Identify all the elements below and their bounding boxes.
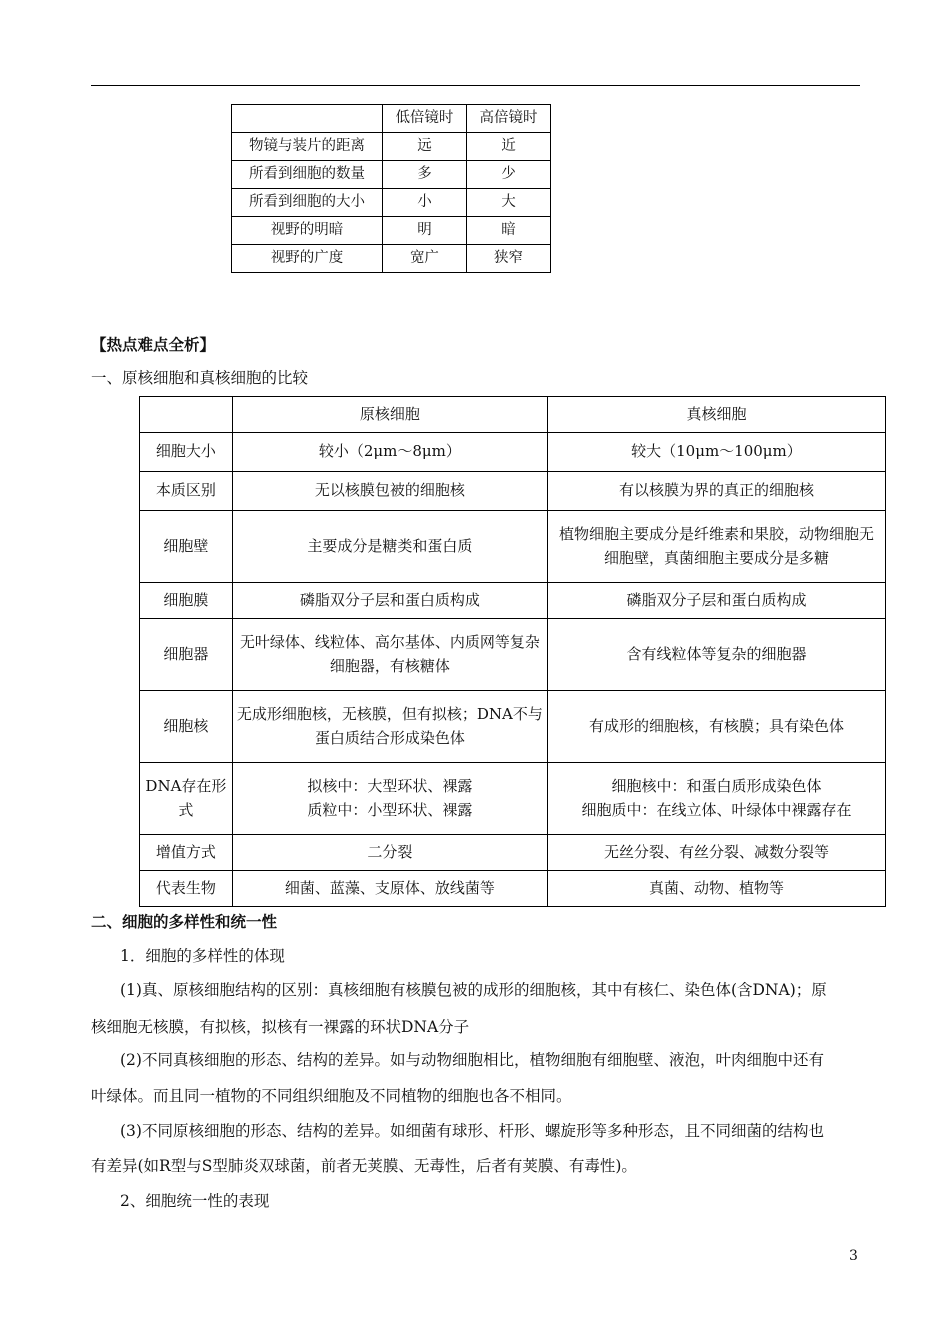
table-row xyxy=(232,161,551,189)
cell-comparison-table xyxy=(139,396,886,907)
table-row xyxy=(140,691,886,763)
table-row xyxy=(140,583,886,619)
table-row xyxy=(140,511,886,583)
table-cell: 真菌、动物、植物等 xyxy=(547,871,885,907)
table-cell: 细胞膜 xyxy=(140,583,233,619)
table-cell: 无以核膜包被的细胞核 xyxy=(232,472,547,511)
table-cell: 明 xyxy=(382,217,466,245)
table-cell: 较小（2μm～8μm） xyxy=(232,433,547,472)
page-number: 3 xyxy=(849,1248,858,1264)
body-line: 有差异(如R型与S型肺炎双球菌，前者无荚膜、无毒性，后者有荚膜、有毒性)。 xyxy=(91,1157,637,1175)
table-cell: 代表生物 xyxy=(140,871,233,907)
table-cell: 大 xyxy=(466,189,550,217)
table-cell: 植物细胞主要成分是纤维素和果胶，动物细胞无细胞壁，真菌细胞主要成分是多糖 xyxy=(547,511,885,583)
table-cell: 较大（10μm～100μm） xyxy=(547,433,885,472)
table-cell: 主要成分是糖类和蛋白质 xyxy=(232,511,547,583)
table-row xyxy=(140,763,886,835)
table-cell: 无丝分裂、有丝分裂、减数分裂等 xyxy=(547,835,885,871)
table-cell: 多 xyxy=(382,161,466,189)
table-cell: 暗 xyxy=(466,217,550,245)
section-title: 【热点难点全析】 xyxy=(91,336,216,354)
table-cell: 细胞壁 xyxy=(140,511,233,583)
table-cell: 视野的广度 xyxy=(232,245,383,273)
table-cell: 细胞大小 xyxy=(140,433,233,472)
table-row xyxy=(140,835,886,871)
table-cell: 磷脂双分子层和蛋白质构成 xyxy=(547,583,885,619)
table-cell xyxy=(232,105,383,133)
table-cell: 增值方式 xyxy=(140,835,233,871)
part1-title: 一、原核细胞和真核细胞的比较 xyxy=(91,369,309,387)
table-cell: 宽广 xyxy=(382,245,466,273)
table-header-row xyxy=(140,397,886,433)
table-cell: 高倍镜时 xyxy=(466,105,550,133)
body-line: (3)不同原核细胞的形态、结构的差异。如细菌有球形、杆形、螺旋形等多种形态，且不同细菌的结构也 xyxy=(120,1122,824,1140)
table-cell: 二分裂 xyxy=(232,835,547,871)
table-cell: 原核细胞 xyxy=(232,397,547,433)
table-row xyxy=(232,245,551,273)
table-row xyxy=(140,433,886,472)
table-cell: 少 xyxy=(466,161,550,189)
table-row xyxy=(232,189,551,217)
table-row xyxy=(140,871,886,907)
table-cell: DNA存在形式 xyxy=(140,763,233,835)
table-cell: 无成形细胞核，无核膜，但有拟核；DNA不与蛋白质结合形成染色体 xyxy=(232,691,547,763)
table-cell: 含有线粒体等复杂的细胞器 xyxy=(547,619,885,691)
table-row xyxy=(140,619,886,691)
body-line: 叶绿体。而且同一植物的不同组织细胞及不同植物的细胞也各不相同。 xyxy=(91,1087,572,1105)
table-cell: 细胞核 xyxy=(140,691,233,763)
table-header-row xyxy=(232,105,551,133)
body-line: 2、细胞统一性的表现 xyxy=(120,1192,270,1210)
table-cell: 磷脂双分子层和蛋白质构成 xyxy=(232,583,547,619)
table-cell: 拟核中：大型环状、裸露 质粒中：小型环状、裸露 xyxy=(232,763,547,835)
table-cell: 细菌、蓝藻、支原体、放线菌等 xyxy=(232,871,547,907)
body-line: 1．细胞的多样性的体现 xyxy=(120,947,285,965)
table-cell xyxy=(140,397,233,433)
table-cell: 低倍镜时 xyxy=(382,105,466,133)
table-cell: 有以核膜为界的真正的细胞核 xyxy=(547,472,885,511)
table-cell: 小 xyxy=(382,189,466,217)
table-cell: 细胞核中：和蛋白质形成染色体 细胞质中：在线立体、叶绿体中裸露存在 xyxy=(547,763,885,835)
table-cell: 视野的明暗 xyxy=(232,217,383,245)
body-line: (2)不同真核细胞的形态、结构的差异。如与动物细胞相比，植物细胞有细胞壁、液泡，叶肉细胞中还有 xyxy=(120,1051,824,1069)
header-rule xyxy=(91,85,860,86)
table-row xyxy=(140,472,886,511)
table-cell: 远 xyxy=(382,133,466,161)
microscope-comparison-table xyxy=(231,104,551,273)
table-cell: 狭窄 xyxy=(466,245,550,273)
table-cell: 无叶绿体、线粒体、高尔基体、内质网等复杂细胞器，有核糖体 xyxy=(232,619,547,691)
table-cell: 本质区别 xyxy=(140,472,233,511)
table-cell: 有成形的细胞核，有核膜；具有染色体 xyxy=(547,691,885,763)
body-line: 核细胞无核膜，有拟核，拟核有一裸露的环状DNA分子 xyxy=(91,1018,470,1036)
table-cell: 物镜与装片的距离 xyxy=(232,133,383,161)
table-cell: 真核细胞 xyxy=(547,397,885,433)
table-cell: 近 xyxy=(466,133,550,161)
table-cell: 所看到细胞的大小 xyxy=(232,189,383,217)
table-row xyxy=(232,133,551,161)
table-row xyxy=(232,217,551,245)
table-cell: 细胞器 xyxy=(140,619,233,691)
part2-title: 二、细胞的多样性和统一性 xyxy=(91,913,278,931)
body-line: (1)真、原核细胞结构的区别：真核细胞有核膜包被的成形的细胞核，其中有核仁、染色体(含DNA)；原 xyxy=(120,981,827,999)
table-cell: 所看到细胞的数量 xyxy=(232,161,383,189)
